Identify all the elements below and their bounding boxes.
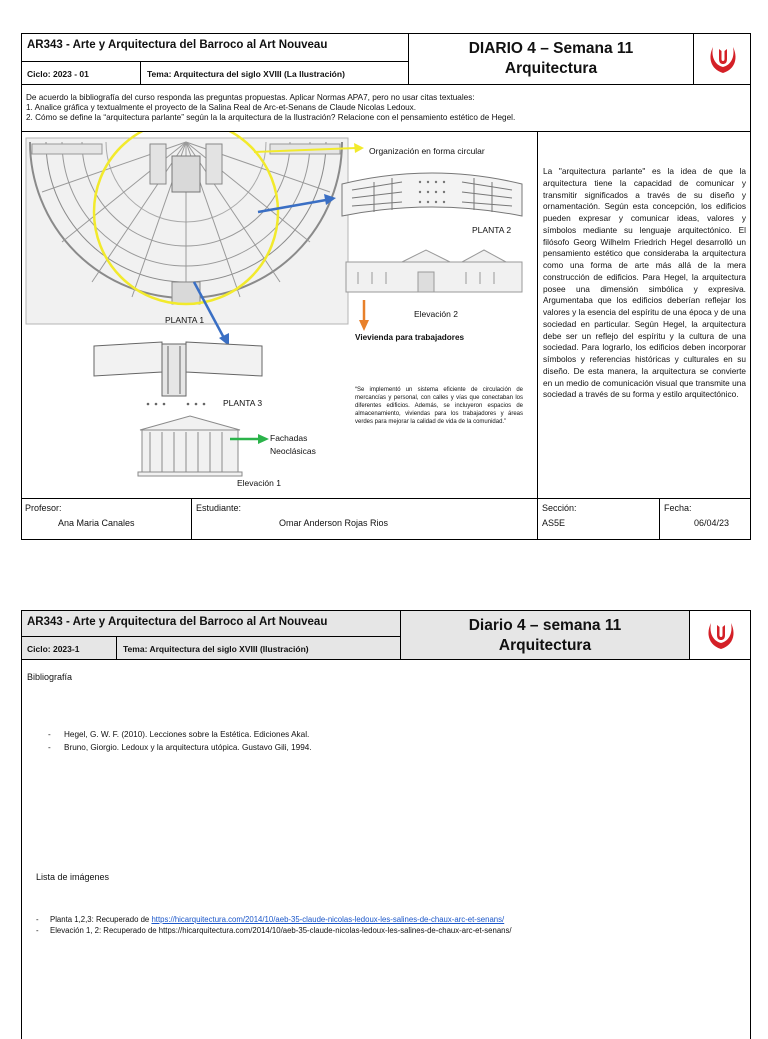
label-elevacion-2: Elevación 2	[414, 309, 458, 319]
upc-logo-icon	[708, 43, 738, 75]
p2-diario-title	[401, 616, 689, 656]
p2-body-frame	[21, 659, 751, 1039]
p2-header-logo-cell	[689, 610, 751, 660]
p2-course-title: AR343 - Arte y Arquitectura del Barroco al Art Nouveau	[27, 616, 328, 628]
list-item	[36, 914, 512, 925]
upc-logo-icon	[706, 619, 736, 651]
bibliografia-list	[48, 728, 312, 754]
fecha-label: Fecha:	[664, 503, 692, 513]
estudiante-label: Estudiante:	[196, 503, 242, 513]
estudiante-name: Omar Anderson Rojas Rios	[279, 518, 389, 528]
orange-arrow-head	[359, 320, 369, 331]
body-divider	[537, 131, 538, 499]
instructions-q1: 1. Analice gráfica y textualmente el proyecto de la Salina Real de Arc-et-Senans de Claude Nicolas Ledoux.	[26, 103, 417, 112]
label-vivienda: Vievienda para trabajadores	[355, 333, 465, 342]
label-planta-1: PLANTA 1	[165, 315, 205, 325]
img1-prefix: Planta 1,2,3: Recuperado de	[50, 915, 152, 924]
elevacion-2-drawing	[346, 250, 522, 292]
diario-line-1: DIARIO 4 – Semana 11	[468, 40, 634, 57]
ledoux-drawings	[22, 132, 536, 498]
answer-text: La "arquitectura parlante" es la idea de que la arquitectura tiene la capacidad de comunicar y transmitir significados a través de su diseño y ornamentación. Según esta concepción, los edificios pueden expresar y comunicar ideas, valores y símbolos mediante su lenguaje arquitectónico. El filósofo Georg Wilhelm Friedrich Hegel desarrolló un pensamiento estético que consideraba la arquitectura como una forma de arte más allá de la mera construcción de edificios. Para Hegel, la arquitectura posee una dimensión simbólica y expresiva. Argumentaba que los edificios deberían reflejar los valores y la esencia del espíritu de una época y de una sociedad en particular. Según Hegel, la arquitectura debe ser un reflejo del espíritu y la cultura de una sociedad. Para lograrlo, los edificios deben incorporar símbolos y referencias históricas y culturales en su diseño. De esta manera, la arquitectura se convierte en un medio de comunicación visual que transmite una sociedad a través de su forma y estilo arquitectónico.	[543, 166, 746, 400]
p2-diario-line-1: Diario 4 – semana 11	[468, 617, 622, 634]
footer-div-3	[659, 498, 660, 540]
profesor-label: Profesor:	[25, 503, 62, 513]
planta-3-drawing	[94, 342, 262, 405]
yellow-arrow-head	[354, 143, 364, 153]
bib-item-1: Hegel, G. W. F. (2010). Lecciones sobre la Estética. Ediciones Akal.	[64, 730, 310, 739]
p2-diario-line-2: Arquitectura	[498, 637, 592, 654]
imagenes-list	[36, 914, 512, 936]
instructions-intro: De acuerdo la bibliografía del curso responda las preguntas propuestas. Aplicar Normas APA7, pero no usar citas textuales:	[26, 93, 475, 102]
diario-line-2: Arquitectura	[504, 60, 598, 77]
planta-1-drawing	[26, 138, 348, 324]
list-dash: -	[48, 730, 51, 739]
list-item	[36, 925, 512, 936]
p2-cycle-label: Ciclo: 2023-1	[27, 644, 80, 654]
p2-header-cycle-cell	[21, 636, 117, 660]
list-item	[48, 728, 312, 741]
img1-link[interactable]: https://hicarquitectura.com/2014/10/aeb-35-claude-nicolas-ledoux-les-salines-de-chaux-arc-et-senans/	[151, 915, 505, 924]
instructions-block	[21, 84, 751, 131]
img2-text: Elevación 1, 2: Recuperado de https://hicarquitectura.com/2014/10/aeb-35-claude-nicolas-ledoux-les-salines-de-chaux-arc-et-senans/	[50, 926, 512, 935]
label-elevacion-1: Elevación 1	[237, 478, 281, 488]
list-item	[48, 741, 312, 754]
list-dash: -	[36, 926, 39, 935]
seccion-label: Sección:	[542, 503, 577, 513]
label-fachadas-1: Fachadas	[270, 433, 308, 443]
page-2	[0, 606, 768, 1024]
topic-label: Tema: Arquitectura del siglo XVIII (La Ilustración)	[147, 69, 345, 79]
bibliografia-title: Bibliografía	[27, 672, 73, 682]
elevacion-1-drawing	[138, 416, 242, 476]
imagenes-title: Lista de imágenes	[36, 872, 110, 882]
footer-div-2	[537, 498, 538, 540]
header-diario-cell	[408, 33, 694, 85]
p2-topic-label: Tema: Arquitectura del siglo XVIII (Ilustración)	[123, 644, 309, 654]
list-dash: -	[36, 915, 39, 924]
label-fachadas-2: Neoclásicas	[270, 446, 316, 456]
label-planta-3: PLANTA 3	[223, 398, 263, 408]
seccion-value: AS5E	[542, 518, 566, 528]
course-title: AR343 - Arte y Arquitectura del Barroco al Art Nouveau	[27, 39, 328, 51]
footer-div-1	[191, 498, 192, 540]
label-org-circular: Organización en forma circular	[369, 146, 485, 156]
instructions-q2: 2. Cómo se define la “arquitectura parlante” según la la arquitectura de la Ilustración? Relacione con el pensamiento estético de Hegel.	[26, 113, 516, 122]
diario-title	[409, 39, 693, 79]
header-course-cell	[21, 33, 409, 62]
p2-header-topic-cell	[116, 636, 401, 660]
fecha-value: 06/04/23	[694, 518, 730, 528]
bib-item-2: Bruno, Giorgio. Ledoux y la arquitectura utópica. Gustavo Gili, 1994.	[64, 743, 312, 752]
label-planta-2: PLANTA 2	[472, 225, 512, 235]
quote-text: “Se implementó un sistema eficiente de circulación de mercancías y personal, con calles y vías que conectaban los diferentes edificios. Además, se incluyeron espacios de almacenamiento, viviendas para los trabajadores y áreas verdes para mejorar la calidad de vida de la comunidad.”	[355, 387, 523, 425]
profesor-name: Ana Maria Canales	[58, 518, 135, 528]
header-topic-cell	[140, 61, 409, 85]
p2-header-diario-cell	[400, 610, 690, 660]
green-arrow-head	[258, 434, 269, 444]
planta-2-drawing	[342, 173, 522, 216]
list-dash: -	[48, 743, 51, 752]
header-cycle-cell	[21, 61, 141, 85]
header-logo-cell	[693, 33, 751, 85]
p2-header-course-cell	[21, 610, 401, 637]
cycle-label: Ciclo: 2023 - 01	[27, 69, 89, 79]
